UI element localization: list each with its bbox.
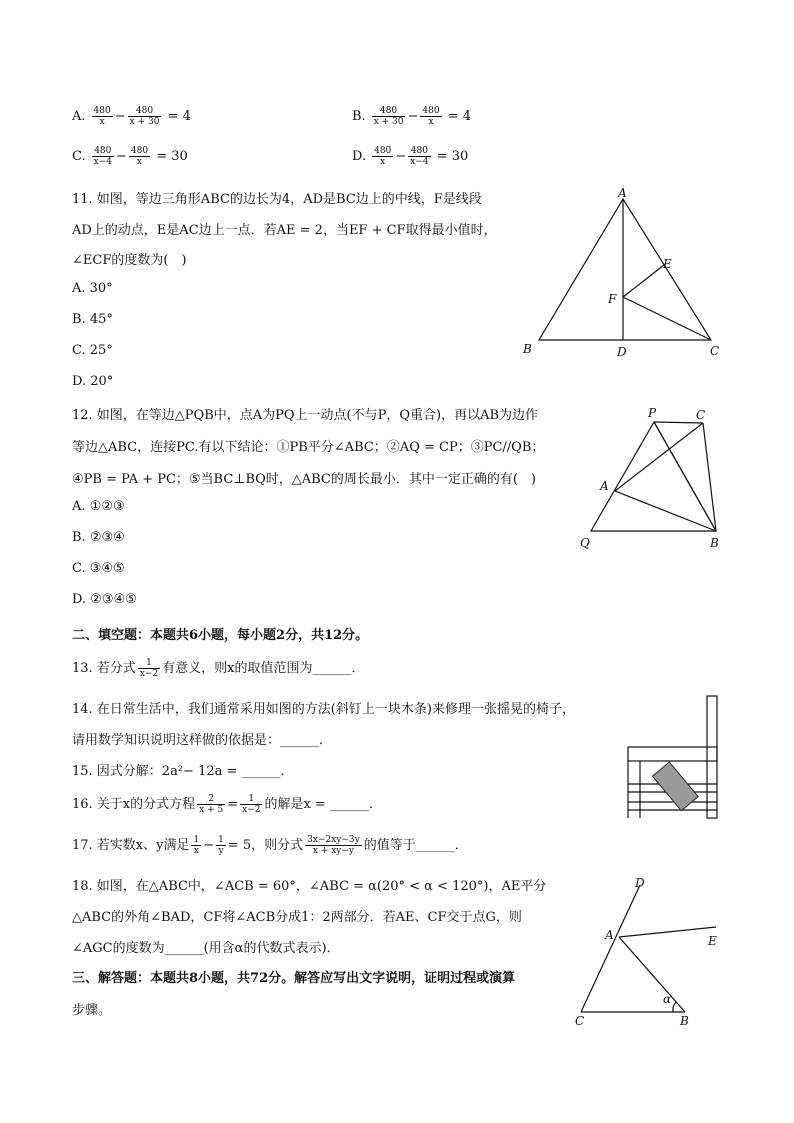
chair-figure <box>620 692 725 822</box>
q10-option-d: D. $\frac{480}{x}$ − $\frac{480}{x-4}$ = 30 <box>352 146 469 167</box>
q12-label-c: C <box>696 408 706 422</box>
section2-heading: 二、填空题：本题共6小题，每小题2分，共12分。 <box>72 628 369 643</box>
q18-label-b: B <box>680 1014 689 1028</box>
q11-label-b: B <box>523 342 532 356</box>
q11-line1: 11. 如图，等边三角形ABC的边长为4，AD是BC边上的中线，F是线段 <box>72 192 482 207</box>
q18-label-e: E <box>708 934 717 948</box>
q11-option-a: A. 30° <box>72 281 113 296</box>
q18-figure <box>570 870 725 1030</box>
q12-line3: ④PB = PA + PC；⑤当BC⊥BQ时，△ABC的周长最小．其中一定正确的有( ) <box>72 472 537 487</box>
q12-label-q: Q <box>580 536 590 550</box>
q10-option-c: C. $\frac{480}{x-4}$ − $\frac{480}{x}$ = 30 <box>72 146 188 167</box>
q10-option-a: A. $\frac{480}{x}$ − $\frac{480}{x + 30}$ = 4 <box>72 106 191 127</box>
q11-label-d: D <box>617 345 627 359</box>
q12-line2: 等边△ABC，连接PC.有以下结论：①PB平分∠ABC；②AQ = CP；③PC//QB； <box>72 440 545 455</box>
q16: 16. 关于x的分式方程 $\frac{2}{x + 5}$ = $\frac{1}{x-2}$ 的解是x = ______． <box>72 794 382 815</box>
q12-label-p: P <box>648 406 657 420</box>
q14-line1: 14. 在日常生活中，我们通常采用如图的方法(斜钉上一块木条)来修理一张摇晃的椅子， <box>72 702 575 717</box>
q11-line3: ∠ECF的度数为( ) <box>72 253 187 268</box>
section3-heading-line1: 三、解答题：本题共8小题，共72分。解答应写出文字说明，证明过程或演算 <box>72 971 516 986</box>
q12-label-a: A <box>600 479 609 493</box>
q10-option-b: B. $\frac{480}{x + 30}$ − $\frac{480}{x}$ = 4 <box>352 106 472 127</box>
q11-label-e: E <box>663 257 672 271</box>
q15: 15. 因式分解：2a²− 12a = ______． <box>72 764 294 779</box>
q11-label-f: F <box>608 292 617 306</box>
q18-label-c: C <box>575 1014 585 1028</box>
q12-option-d: D. ②③④⑤ <box>72 592 137 607</box>
q11-option-b: B. 45° <box>72 312 113 327</box>
q11-label-a: A <box>618 186 627 200</box>
q12-figure <box>575 402 725 552</box>
q12-option-c: C. ③④⑤ <box>72 561 125 576</box>
q12-label-b: B <box>710 536 719 550</box>
q18-line2: △ABC的外角∠BAD，CF将∠ACB分成1：2两部分．若AE、CF交于点G，则 <box>72 910 522 925</box>
q18-line3: ∠AGC的度数为______(用含α的代数式表示)． <box>72 941 340 956</box>
q11-option-d: D. 20° <box>72 374 114 389</box>
q13: 13. 若分式 $\frac{1}{x-2}$ 有意义，则x的取值范围为______． <box>72 658 365 679</box>
q11-triangle-figure <box>515 185 730 365</box>
q11-label-c: C <box>710 344 720 358</box>
q14-line2: 请用数学知识说明这样做的依据是：______． <box>72 733 333 748</box>
q18-line1: 18. 如图，在△ABC中，∠ACB = 60°，∠ABC = α(20° < α < 120°)，AE平分 <box>72 879 547 894</box>
q12-option-a: A. ①②③ <box>72 499 125 514</box>
q18-label-a: A <box>605 928 614 942</box>
q12-option-b: B. ②③④ <box>72 530 125 545</box>
q17: 17. 若实数x、y满足 $\frac{1}{x}$ − $\frac{1}{y}$ = 5，则分式 $\frac{3x-2xy-3y}{x + xy-y}$ 的值等于______． <box>72 835 468 856</box>
q18-label-d: D <box>635 876 645 890</box>
q11-option-c: C. 25° <box>72 343 113 358</box>
q18-label-alpha: α <box>663 992 672 1006</box>
q11-line2: AD上的动点，E是AC边上一点．若AE = 2，当EF + CF取得最小值时， <box>72 223 497 238</box>
section3-heading-line2: 步骤。 <box>72 1003 112 1018</box>
q12-line1: 12. 如图，在等边△PQB中，点A为PQ上一动点(不与P，Q重合)，再以AB为边作 <box>72 408 539 423</box>
diagonal-brace <box>652 762 698 811</box>
